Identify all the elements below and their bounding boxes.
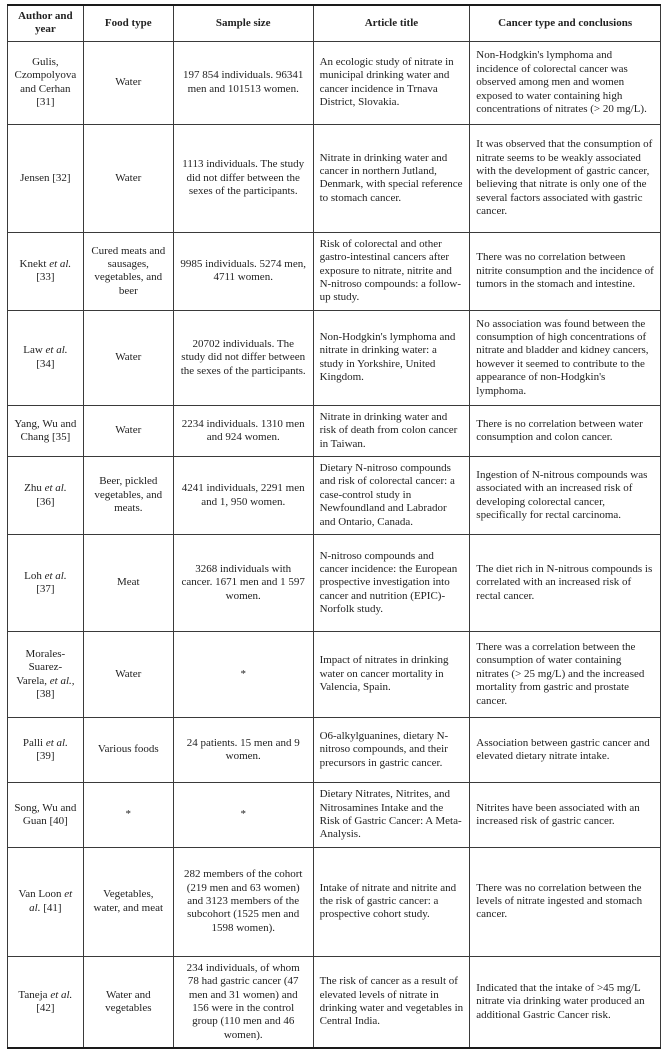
- article-title-cell: The risk of cancer as a result of elevated levels of nitrate in drinking water and vegetables in Central India.: [313, 956, 470, 1048]
- author-text: [37]: [36, 583, 55, 596]
- food-type-cell: Meat: [83, 535, 173, 632]
- table-header: [8, 5, 661, 41]
- author-text: Yang, Wu and Chang [35]: [14, 417, 77, 443]
- conclusions-cell: Association between gastric cancer and elevated dietary nitrate intake.: [470, 718, 661, 783]
- author-cell: [8, 232, 84, 310]
- article-title-cell: Dietary Nitrates, Nitrites, and Nitrosamines Intake and the Risk of Gastric Cancer: A Meta-Analysis.: [313, 783, 470, 848]
- author-text: Jensen [32]: [20, 171, 71, 184]
- sample-size-cell: 4241 individuals, 2291 men and 1, 950 women.: [173, 457, 313, 535]
- table-row: [8, 124, 661, 232]
- sample-size-cell: 24 patients. 15 men and 9 women.: [173, 718, 313, 783]
- table-row: [8, 632, 661, 718]
- food-type-cell: Various foods: [83, 718, 173, 783]
- author-text: Law: [23, 344, 46, 357]
- author-cell: [8, 956, 84, 1048]
- table-body: [8, 41, 661, 1048]
- col-header-sample-size: Sample size: [173, 5, 313, 41]
- author-text: [39]: [36, 750, 55, 763]
- author-cell: [8, 718, 84, 783]
- article-title-cell: Nitrate in drinking water and risk of death from colon cancer in Taiwan.: [313, 405, 470, 456]
- table-row: [8, 535, 661, 632]
- article-title-cell: N-nitroso compounds and cancer incidence: the European prospective investigation into cancer and nutrition (EPIC)-Norfolk study.: [313, 535, 470, 632]
- author-text: Zhu: [24, 482, 45, 495]
- author-text: Palli: [22, 736, 46, 749]
- food-type-cell: Vegetables, water, and meat: [83, 847, 173, 956]
- author-text: Van Loon: [18, 888, 65, 901]
- et-al-italic: et al.: [45, 736, 68, 749]
- et-al-italic: et al.: [45, 344, 68, 357]
- author-cell: [8, 124, 84, 232]
- food-type-cell: Water: [83, 632, 173, 718]
- article-title-cell: Risk of colorectal and other gastro-intestinal cancers after exposure to nitrate, nitrite and N-nitroso compounds: a follow-up study.: [313, 232, 470, 310]
- et-al-italic: et al.: [44, 482, 67, 495]
- food-type-cell: Water and vegetables: [83, 956, 173, 1048]
- conclusions-cell: There was no correlation between the levels of nitrate ingested and stomach cancer.: [470, 847, 661, 956]
- author-text: Knekt: [19, 257, 50, 270]
- table-row: [8, 847, 661, 956]
- article-title-cell: Dietary N-nitroso compounds and risk of colorectal cancer: a case-control study in Newfoundland and Labrador and Ontario, Canada.: [313, 457, 470, 535]
- article-title-cell: Nitrate in drinking water and cancer in northern Jutland, Denmark, with special reference to stomach cancer.: [313, 124, 470, 232]
- col-header-article-title: Article title: [313, 5, 470, 41]
- header-row: [8, 5, 661, 41]
- conclusions-cell: No association was found between the consumption of high concentrations of nitrate and bladder and kidney cancers, however it seemed to contribute to the appearance of non-Hodgkin's lymphoma.: [470, 310, 661, 405]
- col-header-author-year: Author and year: [8, 5, 84, 41]
- conclusions-cell: There was no correlation between nitrite consumption and the incidence of tumors in the stomach and intestine.: [470, 232, 661, 310]
- sample-size-cell: 2234 individuals. 1310 men and 924 women.: [173, 405, 313, 456]
- sample-size-cell: 1113 individuals. The study did not differ between the sexes of the participants.: [173, 124, 313, 232]
- sample-size-cell: 234 individuals, of whom 78 had gastric cancer (47 men and 31 women) and 156 were in the control group (110 men and 46 women).: [173, 956, 313, 1048]
- article-title-cell: Non-Hodgkin's lymphoma and nitrate in drinking water: a study in Yorkshire, United Kingdom.: [313, 310, 470, 405]
- food-type-cell: Beer, pickled vegetables, and meats.: [83, 457, 173, 535]
- author-cell: [8, 405, 84, 456]
- et-al-italic: et al.: [50, 988, 73, 1001]
- studies-table: [7, 4, 661, 1049]
- author-cell: [8, 535, 84, 632]
- table-row: [8, 41, 661, 124]
- conclusions-cell: The diet rich in N-nitrous compounds is correlated with an increased risk of rectal cancer.: [470, 535, 661, 632]
- sample-size-cell: *: [173, 632, 313, 718]
- article-title-cell: Intake of nitrate and nitrite and the risk of gastric cancer: a prospective cohort study.: [313, 847, 470, 956]
- table-row: [8, 310, 661, 405]
- sample-size-cell: 3268 individuals with cancer. 1671 men and 1 597 women.: [173, 535, 313, 632]
- table-row: [8, 405, 661, 456]
- sample-size-cell: 282 members of the cohort (219 men and 63 women) and 3123 members of the subcohort (1525 men and 1598 women).: [173, 847, 313, 956]
- food-type-cell: Water: [83, 41, 173, 124]
- conclusions-cell: It was observed that the consumption of nitrate seems to be weakly associated with the development of gastric cancer, believing that nitrate is only one of the several factors associated with gastric cancer.: [470, 124, 661, 232]
- table-row: [8, 956, 661, 1048]
- conclusions-cell: Ingestion of N-nitrous compounds was associated with an increased risk of developing colorectal cancer, specifically for rectal carcinoma.: [470, 457, 661, 535]
- conclusions-cell: Indicated that the intake of >45 mg/L nitrate via drinking water produced an additional Gastric Cancer risk.: [470, 956, 661, 1048]
- food-type-cell: Water: [83, 405, 173, 456]
- et-al-italic: et al.: [44, 569, 67, 582]
- author-text: [41]: [40, 901, 62, 914]
- author-cell: [8, 632, 84, 718]
- sample-size-cell: 20702 individuals. The study did not differ between the sexes of the participants.: [173, 310, 313, 405]
- sample-size-cell: 9985 individuals. 5274 men, 4711 women.: [173, 232, 313, 310]
- food-type-cell: Cured meats and sausages, vegetables, and beer: [83, 232, 173, 310]
- food-type-cell: Water: [83, 310, 173, 405]
- author-text: Taneja: [18, 988, 51, 1001]
- col-header-cancer-conclusions: Cancer type and conclusions: [470, 5, 661, 41]
- article-title-cell: An ecologic study of nitrate in municipal drinking water and cancer incidence in Trnava District, Slovakia.: [313, 41, 470, 124]
- et-al-italic: et al.: [29, 888, 73, 914]
- conclusions-cell: There was a correlation between the consumption of water containing nitrates (> 25 mg/L) and the increased mortality from gastric and prostate cancer.: [470, 632, 661, 718]
- author-cell: [8, 310, 84, 405]
- author-text: Gulis, Czompolyova and Cerhan [31]: [14, 56, 77, 109]
- sample-size-cell: 197 854 individuals. 96341 men and 101513 women.: [173, 41, 313, 124]
- author-text: Loh: [24, 569, 45, 582]
- author-text: [33]: [36, 271, 55, 284]
- et-al-italic: et al.: [49, 257, 72, 270]
- article-title-cell: Impact of nitrates in drinking water on cancer mortality in Valencia, Spain.: [313, 632, 470, 718]
- author-text: Morales-Suarez-Varela,: [16, 647, 66, 687]
- author-text: [42]: [36, 1001, 55, 1014]
- author-text: [36]: [36, 495, 55, 508]
- article-title-cell: O6-alkylguanines, dietary N-nitroso compounds, and their precursors in gastric cancer.: [313, 718, 470, 783]
- food-type-cell: Water: [83, 124, 173, 232]
- author-text: Song, Wu and Guan [40]: [14, 801, 77, 827]
- conclusions-cell: Non-Hodgkin's lymphoma and incidence of colorectal cancer was observed among men and women exposed to water containing high concentrations of nitrates (> 20 mg/L).: [470, 41, 661, 124]
- food-type-cell: *: [83, 783, 173, 848]
- author-cell: [8, 41, 84, 124]
- et-al-italic: et al.,: [49, 674, 75, 687]
- author-cell: [8, 783, 84, 848]
- author-text: [38]: [36, 688, 55, 700]
- col-header-food-type: Food type: [83, 5, 173, 41]
- conclusions-cell: Nitrites have been associated with an increased risk of gastric cancer.: [470, 783, 661, 848]
- sample-size-cell: *: [173, 783, 313, 848]
- conclusions-cell: There is no correlation between water consumption and colon cancer.: [470, 405, 661, 456]
- author-cell: [8, 847, 84, 956]
- author-cell: [8, 457, 84, 535]
- table-row: [8, 232, 661, 310]
- table-row: [8, 718, 661, 783]
- table-row: [8, 457, 661, 535]
- author-text: [34]: [36, 357, 55, 370]
- table-row: [8, 783, 661, 848]
